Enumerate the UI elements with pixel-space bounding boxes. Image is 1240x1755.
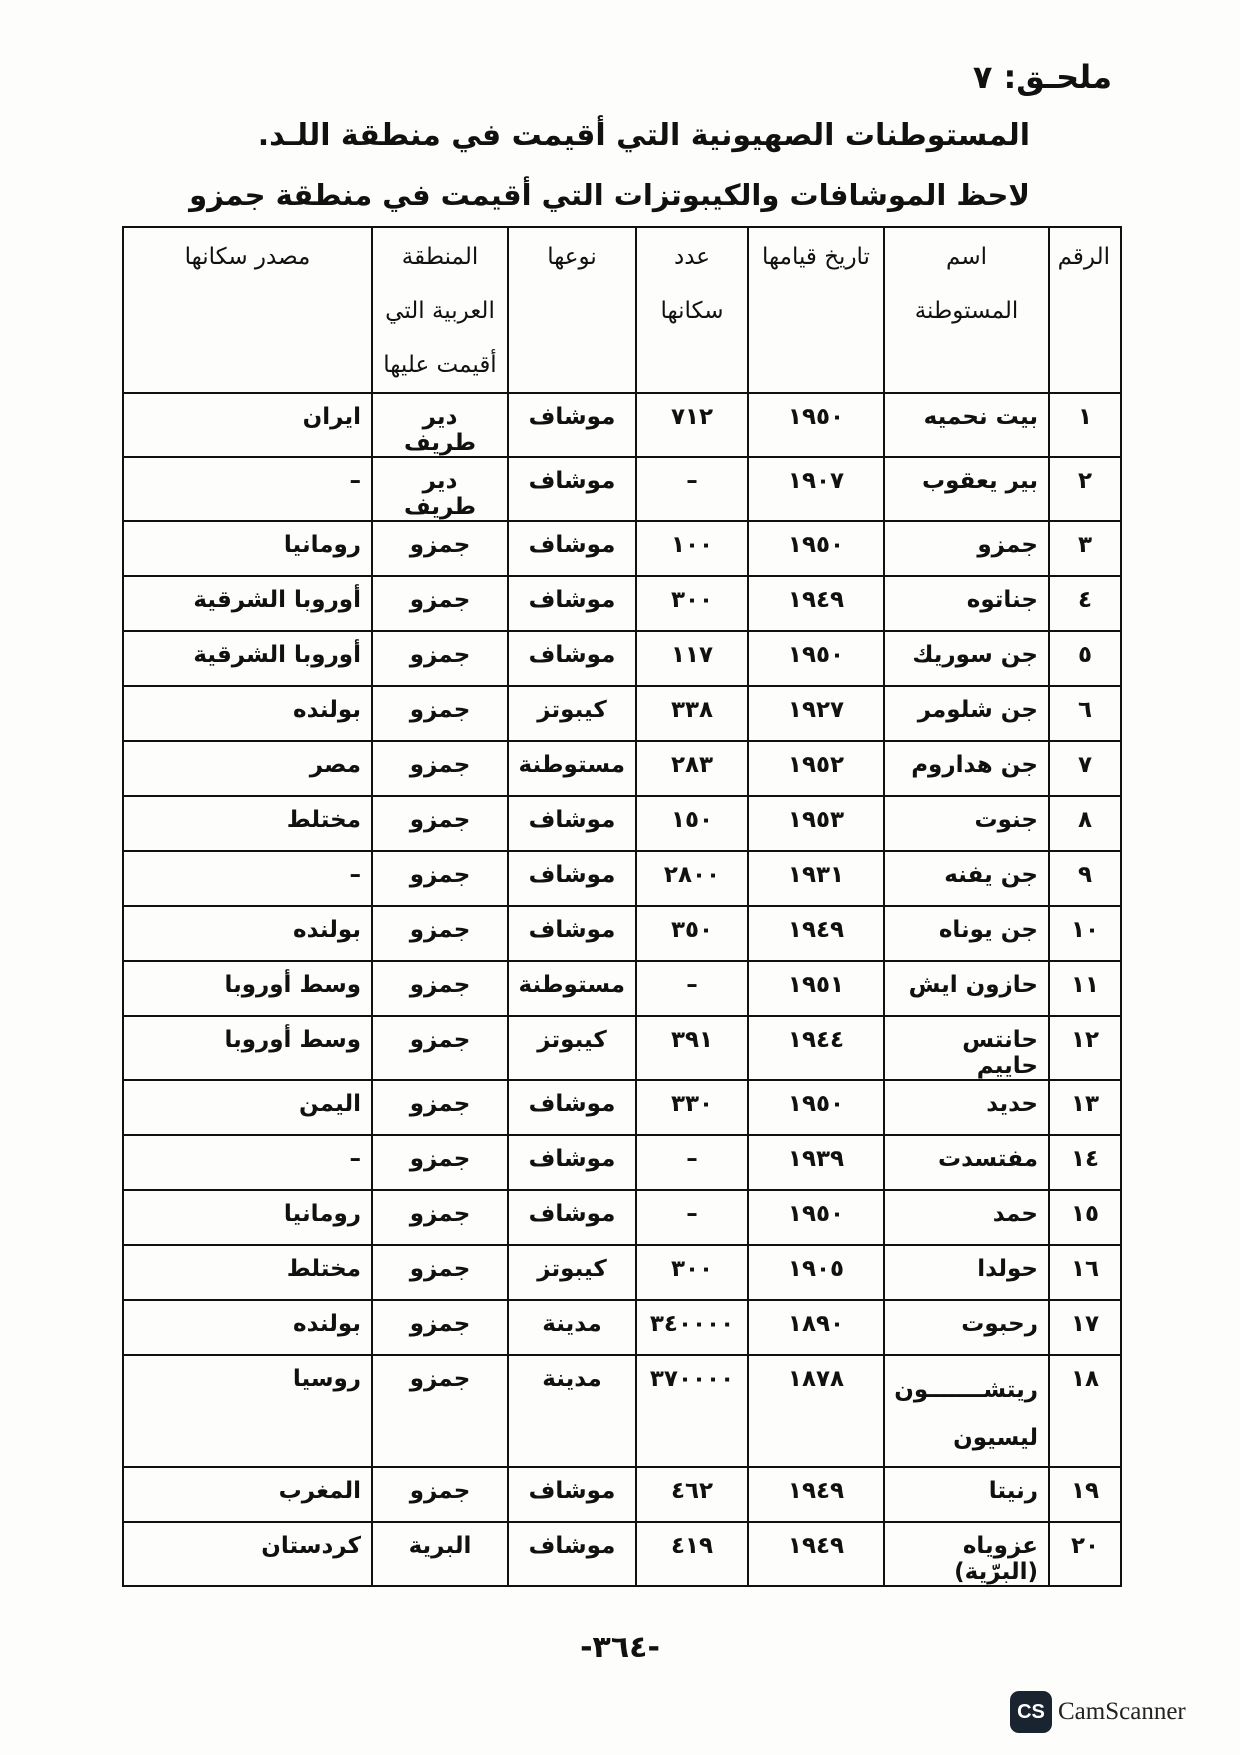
settlement-name-line-1: ريتشـــــــون [894, 1377, 1038, 1403]
cell-population: – [636, 961, 748, 1016]
header-number: الرقم [1049, 227, 1121, 393]
page-title: المستوطنات الصهيونية التي أقيمت في منطقة اللـد. [257, 118, 1030, 153]
cell-type: موشاف [508, 906, 636, 961]
cell-number: ١٢ [1049, 1016, 1121, 1080]
cell-founding-date: ١٩٥٠ [748, 521, 884, 576]
cell-founding-date: ١٩٤٩ [748, 906, 884, 961]
cell-type: مستوطنة [508, 741, 636, 796]
cell-number: ١٥ [1049, 1190, 1121, 1245]
cell-population: ٣٠٠ [636, 1245, 748, 1300]
cell-number: ١٧ [1049, 1300, 1121, 1355]
table-row [123, 1522, 1121, 1586]
cell-number: ٨ [1049, 796, 1121, 851]
cell-settlement-name: جمزو [884, 521, 1049, 576]
cell-number: ١٨ [1049, 1355, 1121, 1467]
cell-population-origin: رومانيا [123, 1190, 372, 1245]
cell-number: ٤ [1049, 576, 1121, 631]
header-population-origin: مصدر سكانها [123, 227, 372, 393]
cell-type: موشاف [508, 1135, 636, 1190]
cell-arab-area: جمزو [372, 851, 508, 906]
cell-population: ٣٤٠٠٠٠ [636, 1300, 748, 1355]
cell-population-origin: روسيا [123, 1355, 372, 1467]
page-number: -٣٦٤- [580, 1630, 660, 1665]
table-row [123, 393, 1121, 457]
cell-founding-date: ١٩٠٧ [748, 457, 884, 521]
cell-population-origin: وسط أوروبا [123, 1016, 372, 1080]
cell-number: ٩ [1049, 851, 1121, 906]
table-row [123, 961, 1121, 1016]
cell-type: موشاف [508, 851, 636, 906]
cell-arab-area: جمزو [372, 1467, 508, 1522]
cell-population: ٣٩١ [636, 1016, 748, 1080]
cell-founding-date: ١٩٢٧ [748, 686, 884, 741]
cell-arab-area: البرية [372, 1522, 508, 1586]
cell-population-origin: اليمن [123, 1080, 372, 1135]
cell-type: موشاف [508, 393, 636, 457]
cell-population: – [636, 457, 748, 521]
cell-population-origin: رومانيا [123, 521, 372, 576]
cell-type: موشاف [508, 631, 636, 686]
cell-founding-date: ١٩٥٠ [748, 1190, 884, 1245]
cell-founding-date: ١٩٤٤ [748, 1016, 884, 1080]
cell-population-origin: مختلط [123, 796, 372, 851]
cell-arab-area: جمزو [372, 961, 508, 1016]
cell-arab-area: دير طريف [372, 457, 508, 521]
cell-arab-area: دير طريف [372, 393, 508, 457]
cell-settlement-name: جن يفنه [884, 851, 1049, 906]
table-row [123, 1300, 1121, 1355]
cell-settlement-name: حولدا [884, 1245, 1049, 1300]
cell-number: ١٦ [1049, 1245, 1121, 1300]
cell-type: موشاف [508, 576, 636, 631]
cell-number: ٢ [1049, 457, 1121, 521]
table-row [123, 1245, 1121, 1300]
cell-founding-date: ١٩٥٢ [748, 741, 884, 796]
cell-population-origin: ايران [123, 393, 372, 457]
table-row [123, 576, 1121, 631]
cell-population: ١٠٠ [636, 521, 748, 576]
cell-settlement-name: جناتوه [884, 576, 1049, 631]
cell-founding-date: ١٩٠٥ [748, 1245, 884, 1300]
cell-founding-date: ١٩٥١ [748, 961, 884, 1016]
cell-settlement-name: حازون ايش [884, 961, 1049, 1016]
cell-type: كيبوتز [508, 1016, 636, 1080]
cell-founding-date: ١٩٥٣ [748, 796, 884, 851]
appendix-label: ملحـق: ٧ [972, 58, 1112, 96]
cell-number: ١٣ [1049, 1080, 1121, 1135]
cell-settlement-name: حمد [884, 1190, 1049, 1245]
cell-population: – [636, 1190, 748, 1245]
cell-founding-date: ١٩٤٩ [748, 576, 884, 631]
table-row [123, 1080, 1121, 1135]
cell-founding-date: ١٩٣١ [748, 851, 884, 906]
cell-number: ١٤ [1049, 1135, 1121, 1190]
cell-arab-area: جمزو [372, 741, 508, 796]
table-body [123, 393, 1121, 1586]
settlement-name-line-2: ليسيون [953, 1425, 1038, 1451]
cell-number: ١١ [1049, 961, 1121, 1016]
cell-arab-area: جمزو [372, 1245, 508, 1300]
cell-arab-area: جمزو [372, 686, 508, 741]
cell-founding-date: ١٨٩٠ [748, 1300, 884, 1355]
header-settlement-name: اسم المستوطنة [884, 227, 1049, 393]
cell-settlement-name: بيت نحميه [884, 393, 1049, 457]
cell-settlement-name: جن هداروم [884, 741, 1049, 796]
cell-population-origin: مختلط [123, 1245, 372, 1300]
cell-population: ٣٥٠ [636, 906, 748, 961]
cell-arab-area: جمزو [372, 1355, 508, 1467]
cell-founding-date: ١٩٥٠ [748, 631, 884, 686]
cell-settlement-name: رنيتا [884, 1467, 1049, 1522]
table-header-row [123, 227, 1121, 393]
table-row [123, 851, 1121, 906]
cell-arab-area: جمزو [372, 631, 508, 686]
cell-number: ٣ [1049, 521, 1121, 576]
table-row [123, 741, 1121, 796]
cell-settlement-name: حديد [884, 1080, 1049, 1135]
table-row [123, 906, 1121, 961]
settlements-table [122, 226, 1122, 1587]
cell-type: كيبوتز [508, 1245, 636, 1300]
cell-founding-date: ١٩٣٩ [748, 1135, 884, 1190]
cell-settlement-name: جن سوريك [884, 631, 1049, 686]
cell-type: مدينة [508, 1355, 636, 1467]
cell-type: موشاف [508, 796, 636, 851]
cell-founding-date: ١٩٥٠ [748, 393, 884, 457]
cell-population-origin: مصر [123, 741, 372, 796]
cell-population: – [636, 1135, 748, 1190]
cell-type: كيبوتز [508, 686, 636, 741]
table-row [123, 631, 1121, 686]
cell-population: ٤٦٢ [636, 1467, 748, 1522]
table-row [123, 1355, 1121, 1467]
cell-population-origin: – [123, 1135, 372, 1190]
cell-founding-date: ١٩٥٠ [748, 1080, 884, 1135]
cell-type: موشاف [508, 1080, 636, 1135]
header-arab-area: المنطقة العربية التي أقيمت عليها [372, 227, 508, 393]
cell-type: موشاف [508, 1522, 636, 1586]
cell-population: ٣٠٠ [636, 576, 748, 631]
cell-number: ١ [1049, 393, 1121, 457]
cell-founding-date: ١٩٤٩ [748, 1467, 884, 1522]
cell-settlement-name: رحبوت [884, 1300, 1049, 1355]
cell-settlement-name: عزوياه (البرّية) [884, 1522, 1049, 1586]
cell-arab-area: جمزو [372, 521, 508, 576]
camscanner-watermark [1010, 1690, 1210, 1734]
table-row [123, 457, 1121, 521]
cell-arab-area: جمزو [372, 1135, 508, 1190]
table-row [123, 1135, 1121, 1190]
cell-population-origin: – [123, 851, 372, 906]
cell-settlement-name: جنوت [884, 796, 1049, 851]
header-founding-date: تاريخ قيامها [748, 227, 884, 393]
cell-number: ١٠ [1049, 906, 1121, 961]
cell-type: مستوطنة [508, 961, 636, 1016]
cell-population: ٣٣٠ [636, 1080, 748, 1135]
cell-population: ٣٣٨ [636, 686, 748, 741]
cell-type: موشاف [508, 457, 636, 521]
cell-population: ٤١٩ [636, 1522, 748, 1586]
cell-number: ٥ [1049, 631, 1121, 686]
cell-population-origin: – [123, 457, 372, 521]
cell-population: ١١٧ [636, 631, 748, 686]
header-type: نوعها [508, 227, 636, 393]
cell-settlement-name: حانتس حاييم [884, 1016, 1049, 1080]
cell-arab-area: جمزو [372, 1300, 508, 1355]
cell-population: ٢٨٣ [636, 741, 748, 796]
cell-type: موشاف [508, 1467, 636, 1522]
camscanner-label: CamScanner [1058, 1698, 1186, 1725]
cell-population-origin: بولنده [123, 906, 372, 961]
cell-arab-area: جمزو [372, 906, 508, 961]
cell-type: موشاف [508, 521, 636, 576]
cell-arab-area: جمزو [372, 796, 508, 851]
cell-arab-area: جمزو [372, 1016, 508, 1080]
cell-arab-area: جمزو [372, 1080, 508, 1135]
cell-population-origin: كردستان [123, 1522, 372, 1586]
cell-number: ٦ [1049, 686, 1121, 741]
cell-population-origin: أوروبا الشرقية [123, 631, 372, 686]
cell-type: مدينة [508, 1300, 636, 1355]
cell-founding-date: ١٩٤٩ [748, 1522, 884, 1586]
page-subtitle: لاحظ الموشافات والكيبوتزات التي أقيمت في منطقة جمزو [189, 178, 1030, 212]
cell-population-origin: المغرب [123, 1467, 372, 1522]
cell-population-origin: أوروبا الشرقية [123, 576, 372, 631]
cell-settlement-name: جن شلومر [884, 686, 1049, 741]
cell-founding-date: ١٨٧٨ [748, 1355, 884, 1467]
cell-number: ٢٠ [1049, 1522, 1121, 1586]
cell-settlement-name [884, 1355, 1049, 1467]
cell-number: ٧ [1049, 741, 1121, 796]
cell-type: موشاف [508, 1190, 636, 1245]
table-row [123, 686, 1121, 741]
cell-population-origin: بولنده [123, 1300, 372, 1355]
header-population: عدد سكانها [636, 227, 748, 393]
cell-settlement-name: بير يعقوب [884, 457, 1049, 521]
cell-population: ١٥٠ [636, 796, 748, 851]
cell-population: ٣٧٠٠٠٠ [636, 1355, 748, 1467]
cell-arab-area: جمزو [372, 576, 508, 631]
table-row [123, 1467, 1121, 1522]
table-row [123, 1190, 1121, 1245]
cell-population-origin: وسط أوروبا [123, 961, 372, 1016]
cell-population: ٢٨٠٠ [636, 851, 748, 906]
cell-settlement-name: مفتسدت [884, 1135, 1049, 1190]
cell-number: ١٩ [1049, 1467, 1121, 1522]
camscanner-logo-icon: CS [1010, 1691, 1052, 1733]
cell-settlement-name: جن يوناه [884, 906, 1049, 961]
cell-population-origin: بولنده [123, 686, 372, 741]
cell-population: ٧١٢ [636, 393, 748, 457]
table-row [123, 796, 1121, 851]
cell-arab-area: جمزو [372, 1190, 508, 1245]
table-row [123, 521, 1121, 576]
table-row [123, 1016, 1121, 1080]
